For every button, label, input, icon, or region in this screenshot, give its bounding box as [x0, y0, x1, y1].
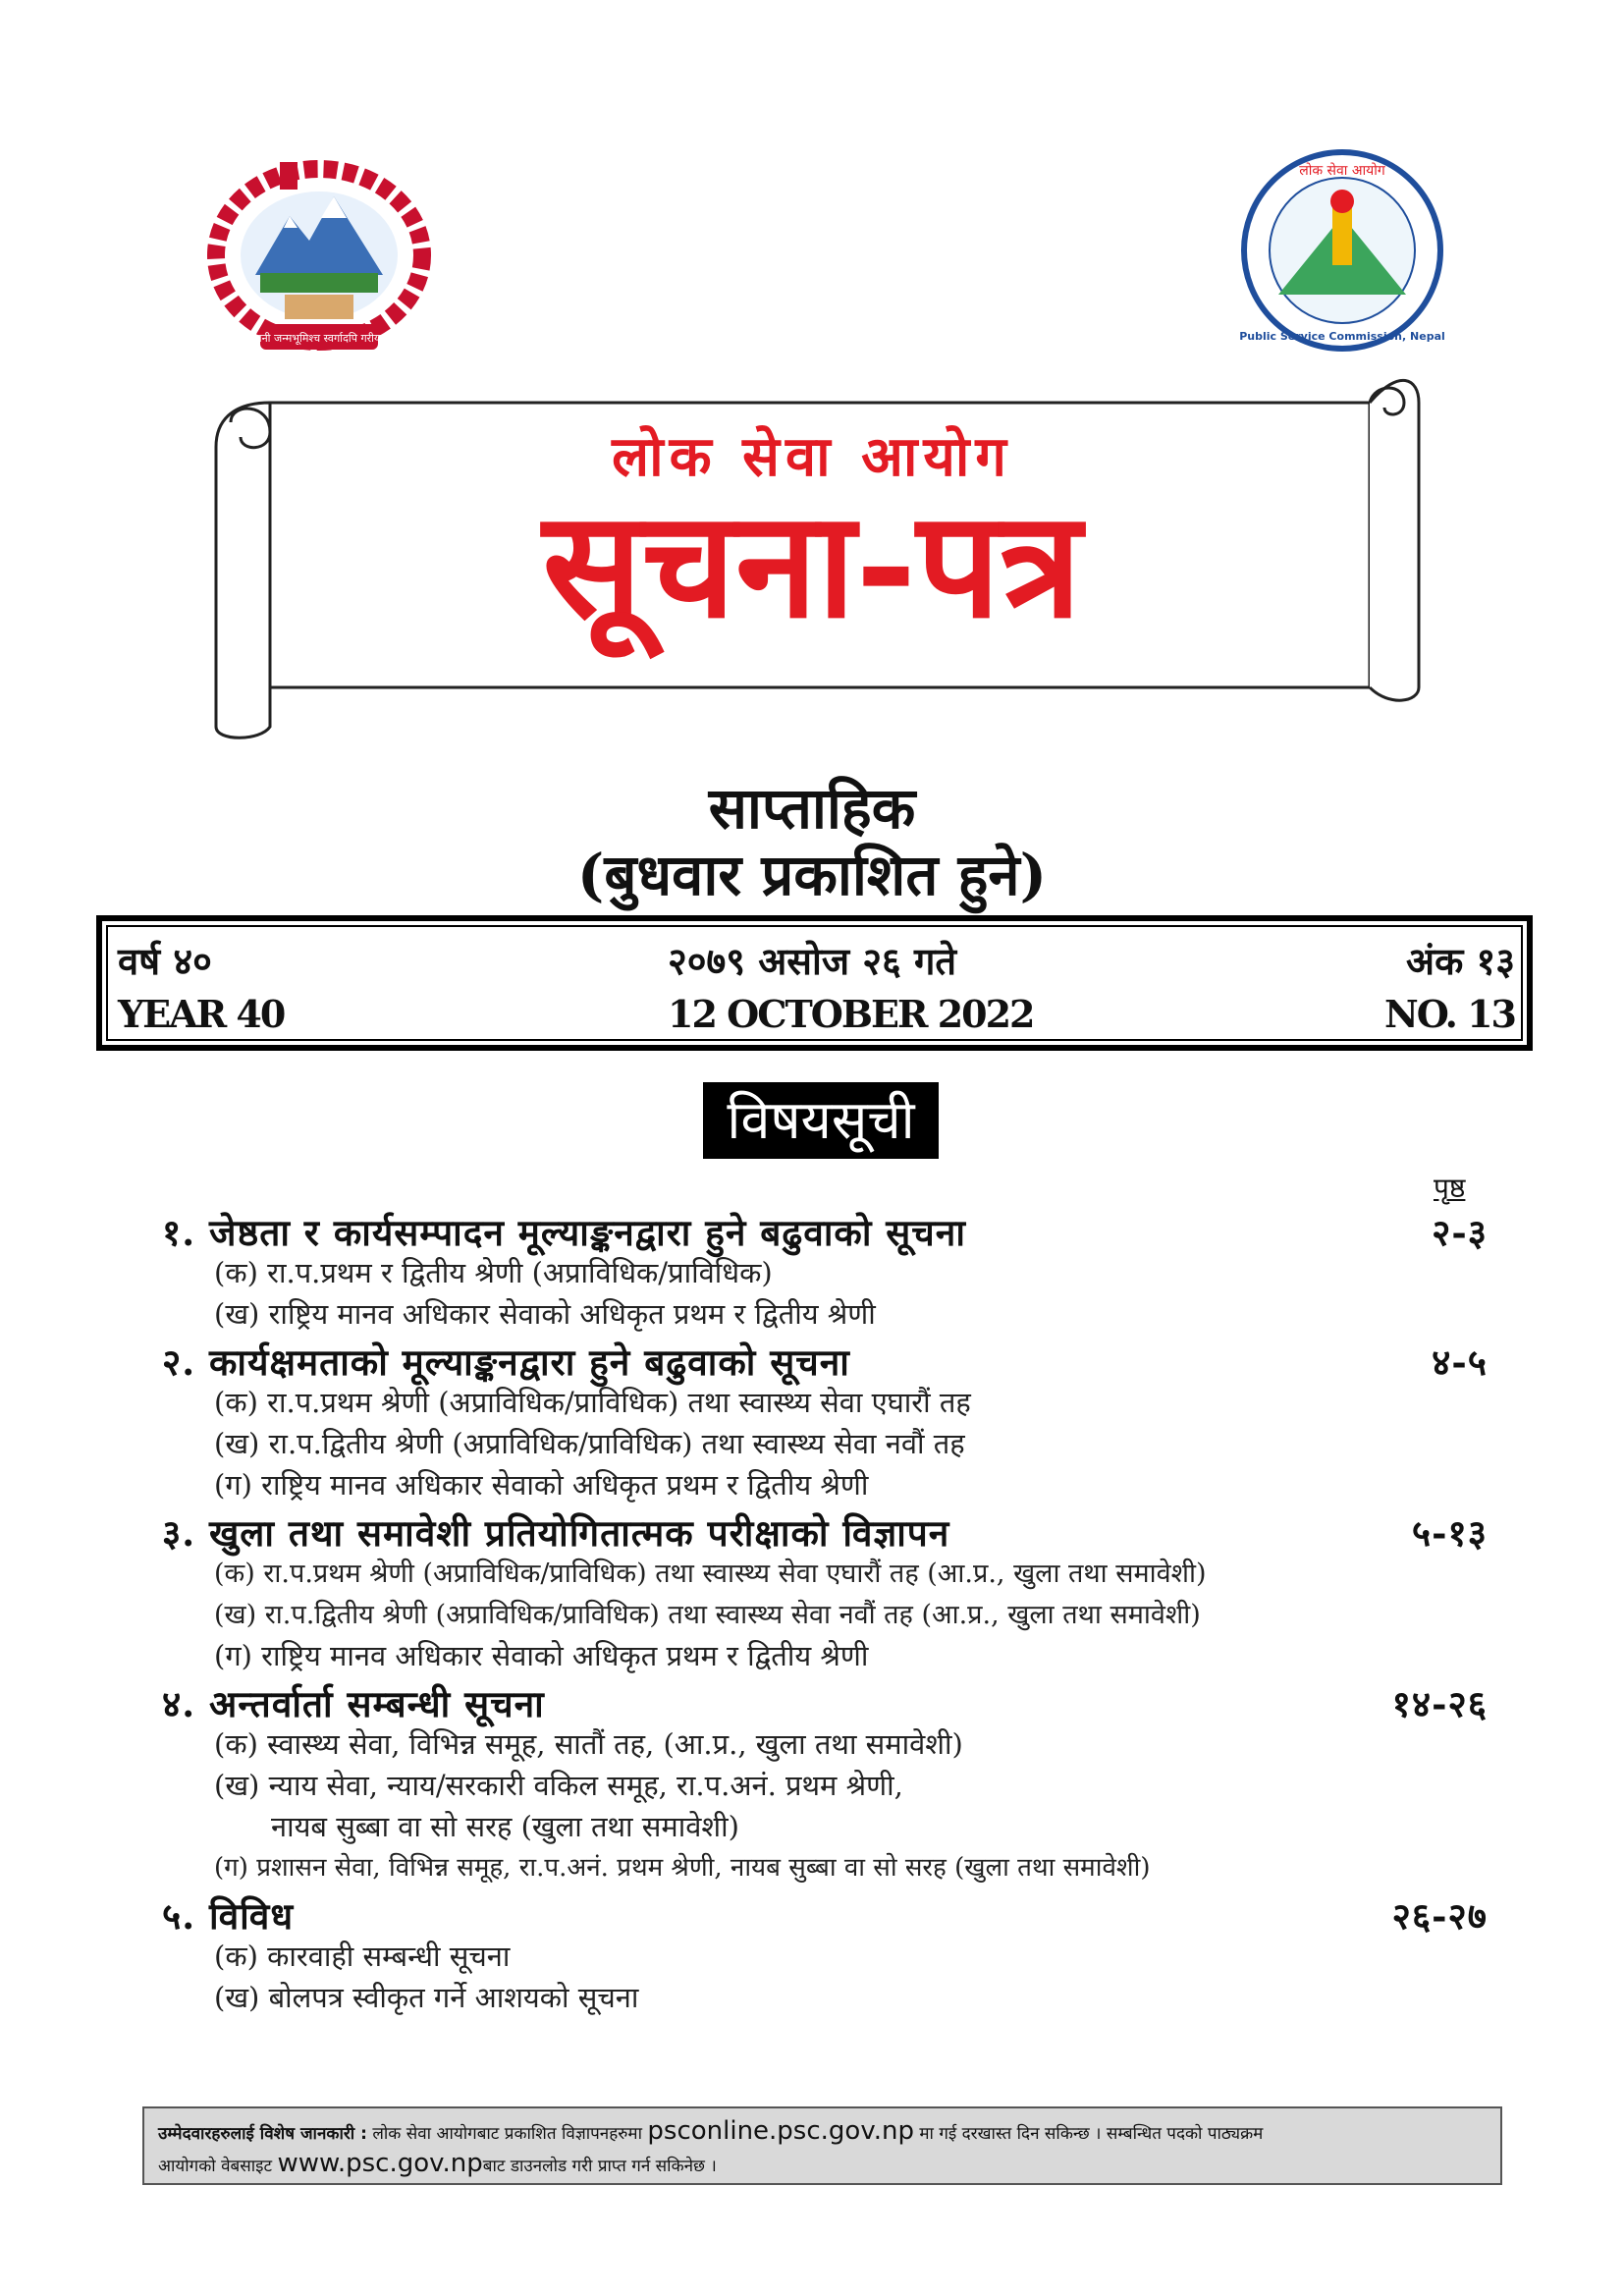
toc-section-title: २. कार्यक्षमताको मूल्याङ्कनद्वारा हुने बढुवाको सूचना: [162, 1340, 850, 1384]
toc-item: (ख) रा.प.द्वितीय श्रेणी (अप्राविधिक/प्राविधिक) तथा स्वास्थ्य सेवा नवौं तह: [214, 1427, 965, 1460]
toc-item: (क) रा.प.प्रथम श्रेणी (अप्राविधिक/प्राविधिक) तथा स्वास्थ्य सेवा एघारौं तह: [214, 1386, 971, 1419]
psc-logo: [1239, 147, 1445, 354]
date-en: 12 OCTOBER 2022: [668, 992, 1034, 1036]
notice-label: उम्मेदवारहरुलाई विशेष जानकारी :: [158, 2124, 367, 2144]
notice-text: बाट डाउनलोड गरी प्राप्त गर्न सकिनेछ ।: [482, 2157, 717, 2176]
year-en: YEAR 40: [118, 992, 285, 1036]
toc-section[interactable]: [162, 1206, 1488, 1256]
issue-info-box: [96, 915, 1533, 1051]
emblem-motto: जननी जन्मभूमिश्च स्वर्गादपि गरीयसी: [247, 332, 391, 345]
number-np: अंक १३: [1406, 939, 1515, 983]
toc-section-title: १. जेष्ठता र कार्यसम्पादन मूल्याङ्कनद्वारा हुने बढुवाको सूचना: [162, 1211, 966, 1254]
toc-section-pages: २६-२७: [1391, 1894, 1488, 1938]
toc-item: (क) स्वास्थ्य सेवा, विभिन्न समूह, सातौं तह, (आ.प्र., खुला तथा समावेशी): [214, 1727, 963, 1761]
psc-website-link[interactable]: www.psc.gov.np: [277, 2149, 483, 2178]
nepal-emblem: [201, 157, 437, 363]
toc-section-pages: १४-२६: [1391, 1682, 1488, 1725]
toc-section-pages: ५-१३: [1411, 1511, 1488, 1555]
toc-item: (ग) प्रशासन सेवा, विभिन्न समूह, रा.प.अनं. प्रथम श्रेणी, नायब सुब्बा वा सो सरह (खुला तथा समावेशी): [214, 1853, 1151, 1883]
toc-section[interactable]: [162, 1677, 1488, 1727]
toc-section[interactable]: [162, 1889, 1488, 1940]
page-title: सूचना-पत्र: [542, 478, 1082, 651]
candidate-notice: [142, 2106, 1502, 2185]
notice-text: मा गई दरखास्त दिन सकिन्छ । सम्बन्धित पदको पाठ्यक्रम: [919, 2124, 1264, 2144]
psc-logo-top-text: लोक सेवा आयोग: [1299, 163, 1385, 179]
toc-section-pages: ४-५: [1432, 1340, 1488, 1384]
publisher-name: लोक सेवा आयोग: [612, 424, 1012, 489]
frequency-note: (बुधवार प्रकाशित हुने): [576, 842, 1048, 908]
toc-section-pages: २-३: [1432, 1211, 1488, 1254]
toc-section[interactable]: [162, 1336, 1488, 1386]
psc-logo-text: Public Service Commission, Nepal: [1239, 330, 1445, 343]
toc-section-title: ५. विविध: [162, 1894, 295, 1938]
toc-item: (क) रा.प.प्रथम र द्वितीय श्रेणी (अप्राविधिक/प्राविधिक): [214, 1256, 773, 1289]
frequency: साप्ताहिक: [708, 775, 916, 842]
notice-text: लोक सेवा आयोगबाट प्रकाशित विज्ञापनहरुमा: [372, 2124, 642, 2144]
toc-section-title: ४. अन्तर्वार्ता सम्बन्धी सूचना: [162, 1682, 545, 1725]
toc-heading: विषयसूची: [703, 1082, 939, 1159]
toc-item: (ग) राष्ट्रिय मानव अधिकार सेवाको अधिकृत प्रथम र द्वितीय श्रेणी: [214, 1468, 869, 1502]
toc-item: (ख) न्याय सेवा, न्याय/सरकारी वकिल समूह, रा.प.अनं. प्रथम श्रेणी,: [214, 1769, 903, 1802]
toc-item: (ख) बोलपत्र स्वीकृत गर्ने आशयको सूचना: [214, 1981, 639, 2014]
toc-section-title: ३. खुला तथा समावेशी प्रतियोगितात्मक परीक्षाको विज्ञापन: [162, 1511, 950, 1555]
toc-item: (ख) रा.प.द्वितीय श्रेणी (अप्राविधिक/प्राविधिक) तथा स्वास्थ्य सेवा नवौं तह (आ.प्र., खुला तथा समावेशी): [214, 1600, 1201, 1630]
toc-item: (ग) राष्ट्रिय मानव अधिकार सेवाको अधिकृत प्रथम र द्वितीय श्रेणी: [214, 1639, 869, 1672]
year-np: वर्ष ४०: [118, 939, 212, 983]
toc-section[interactable]: [162, 1506, 1488, 1557]
toc-item: (क) रा.प.प्रथम श्रेणी (अप्राविधिक/प्राविधिक) तथा स्वास्थ्य सेवा एघारौं तह (आ.प्र., खुला तथा समावेशी): [214, 1558, 1207, 1589]
toc-item: (क) कारवाही सम्बन्धी सूचना: [214, 1940, 511, 1973]
notice-text: आयोगको वेबसाइट: [158, 2157, 273, 2176]
psconline-link[interactable]: psconline.psc.gov.np: [647, 2116, 914, 2146]
toc-item: (ख) राष्ट्रिय मानव अधिकार सेवाको अधिकृत प्रथम र द्वितीय श्रेणी: [214, 1297, 876, 1331]
date-np: २०७९ असोज २६ गते: [668, 939, 957, 983]
page-column-label: पृष्ठ: [1434, 1172, 1466, 1204]
number-en: NO. 13: [1384, 992, 1515, 1036]
toc-item: नायब सुब्बा वा सो सरह (खुला तथा समावेशी): [271, 1810, 739, 1843]
